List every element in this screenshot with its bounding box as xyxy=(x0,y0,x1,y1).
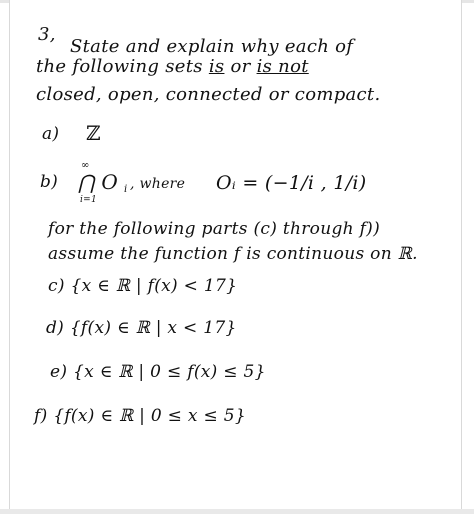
part-f: f) {f(x) ∈ ℝ | 0 ≤ x ≤ 5} xyxy=(34,406,246,426)
word-or: or xyxy=(230,56,251,77)
problem-line-1: State and explain why each of xyxy=(70,36,354,57)
note-line-2: assume the function f is continuous on ℝ. xyxy=(48,244,418,264)
intersection-top-index: ∞ xyxy=(81,160,90,171)
note-line-1: for the following parts (c) through f)) xyxy=(48,219,381,239)
part-b-label: b) xyxy=(40,172,59,192)
part-b-intersection: ⋂ O xyxy=(78,170,119,194)
part-d: d) {f(x) ∈ ℝ | x < 17} xyxy=(46,318,237,338)
intersection-bottom-index: i=1 xyxy=(80,195,98,205)
problem-line-3: closed, open, connected or compact. xyxy=(36,84,381,105)
problem-number: 3, xyxy=(38,24,56,45)
word-is: is xyxy=(208,56,225,77)
part-a-label: a) xyxy=(42,124,60,144)
line2-start: the following sets xyxy=(36,56,203,77)
part-c: c) {x ∈ ℝ | f(x) < 17} xyxy=(48,276,238,296)
part-b-where: , where xyxy=(130,176,186,192)
part-b-definition: Oᵢ = (−1/i , 1/i) xyxy=(216,172,367,194)
problem-line-2 xyxy=(36,56,309,77)
page-left-edge xyxy=(9,0,10,514)
word-is-not: is not xyxy=(256,56,309,77)
part-b-subscript: i xyxy=(124,184,128,195)
page-right-edge xyxy=(461,0,462,514)
part-e: e) {x ∈ ℝ | 0 ≤ f(x) ≤ 5} xyxy=(50,362,266,382)
part-a-set: ℤ xyxy=(86,121,101,145)
page-bottom-edge xyxy=(0,509,474,514)
